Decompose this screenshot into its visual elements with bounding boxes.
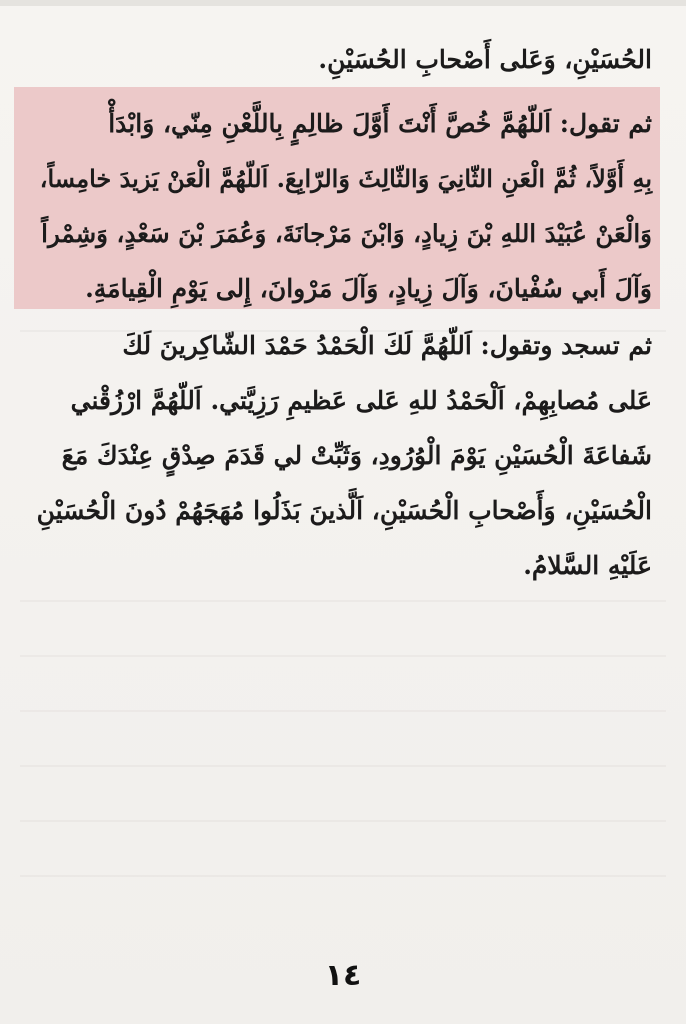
bleed-through-line [20,875,666,877]
heading-line: الحُسَيْنِ، وَعَلى أَصْحابِ الحُسَيْنِ. [318,45,652,74]
bleed-through-line [20,655,666,657]
second-paragraph [36,318,652,593]
bleed-through-line [20,600,666,602]
bleed-through-line [20,765,666,767]
bleed-through-line [20,710,666,712]
paragraph-line: عَلى مُصابِهِمْ، اَلْحَمْدُ للهِ عَلى عَظيمِ رَزِيَّتي. اَللّهُمَّ ارْزُقْني [70,386,652,415]
paragraph-line: عَلَيْهِ السَّلامُ. [523,551,652,580]
paragraph-line: الْحُسَيْنِ، وَأَصْحابِ الْحُسَيْنِ، اَلَّذينَ بَذَلُوا مُهَجَهُمْ دُونَ الْحُسَيْنِ [36,496,652,525]
page-top-edge [0,0,686,6]
bleed-through-line [20,820,666,822]
page-number: ١٤ [324,958,362,993]
paragraph-line: ثم تقول: اَللّهُمَّ خُصَّ أَنْتَ أَوَّلَ ظالِمٍ بِاللَّعْنِ مِنّي، وَابْدَأْ [108,109,652,138]
heading-line-block [36,32,652,87]
paragraph-line: وَآلَ أَبي سُفْيانَ، وَآلَ زِيادٍ، وَآلَ مَرْوانَ، إِلى يَوْمِ الْقِيامَةِ. [85,274,652,303]
paragraph-line: ثم تسجد وتقول: اَللّهُمَّ لَكَ الْحَمْدُ حَمْدَ الشّاكِرينَ لَكَ [122,331,652,360]
paragraph-line: شَفاعَةَ الْحُسَيْنِ يَوْمَ الْوُرُودِ، وَثَبِّتْ لي قَدَمَ صِدْقٍ عِنْدَكَ مَعَ [61,441,652,470]
paragraph-line: بِهِ أَوَّلاً، ثُمَّ الْعَنِ الثّانِيَ وَالثّالِثَ وَالرّابِعَ. اَللّهُمَّ الْعَنْ يَزيدَ خامِساً، [39,164,652,193]
paragraph-line: وَالْعَنْ عُبَيْدَ اللهِ بْنَ زِيادٍ، وَابْنَ مَرْجانَةَ، وَعُمَرَ بْنَ سَعْدٍ، وَشِمْراً [41,219,652,248]
highlighted-paragraph [36,96,652,316]
